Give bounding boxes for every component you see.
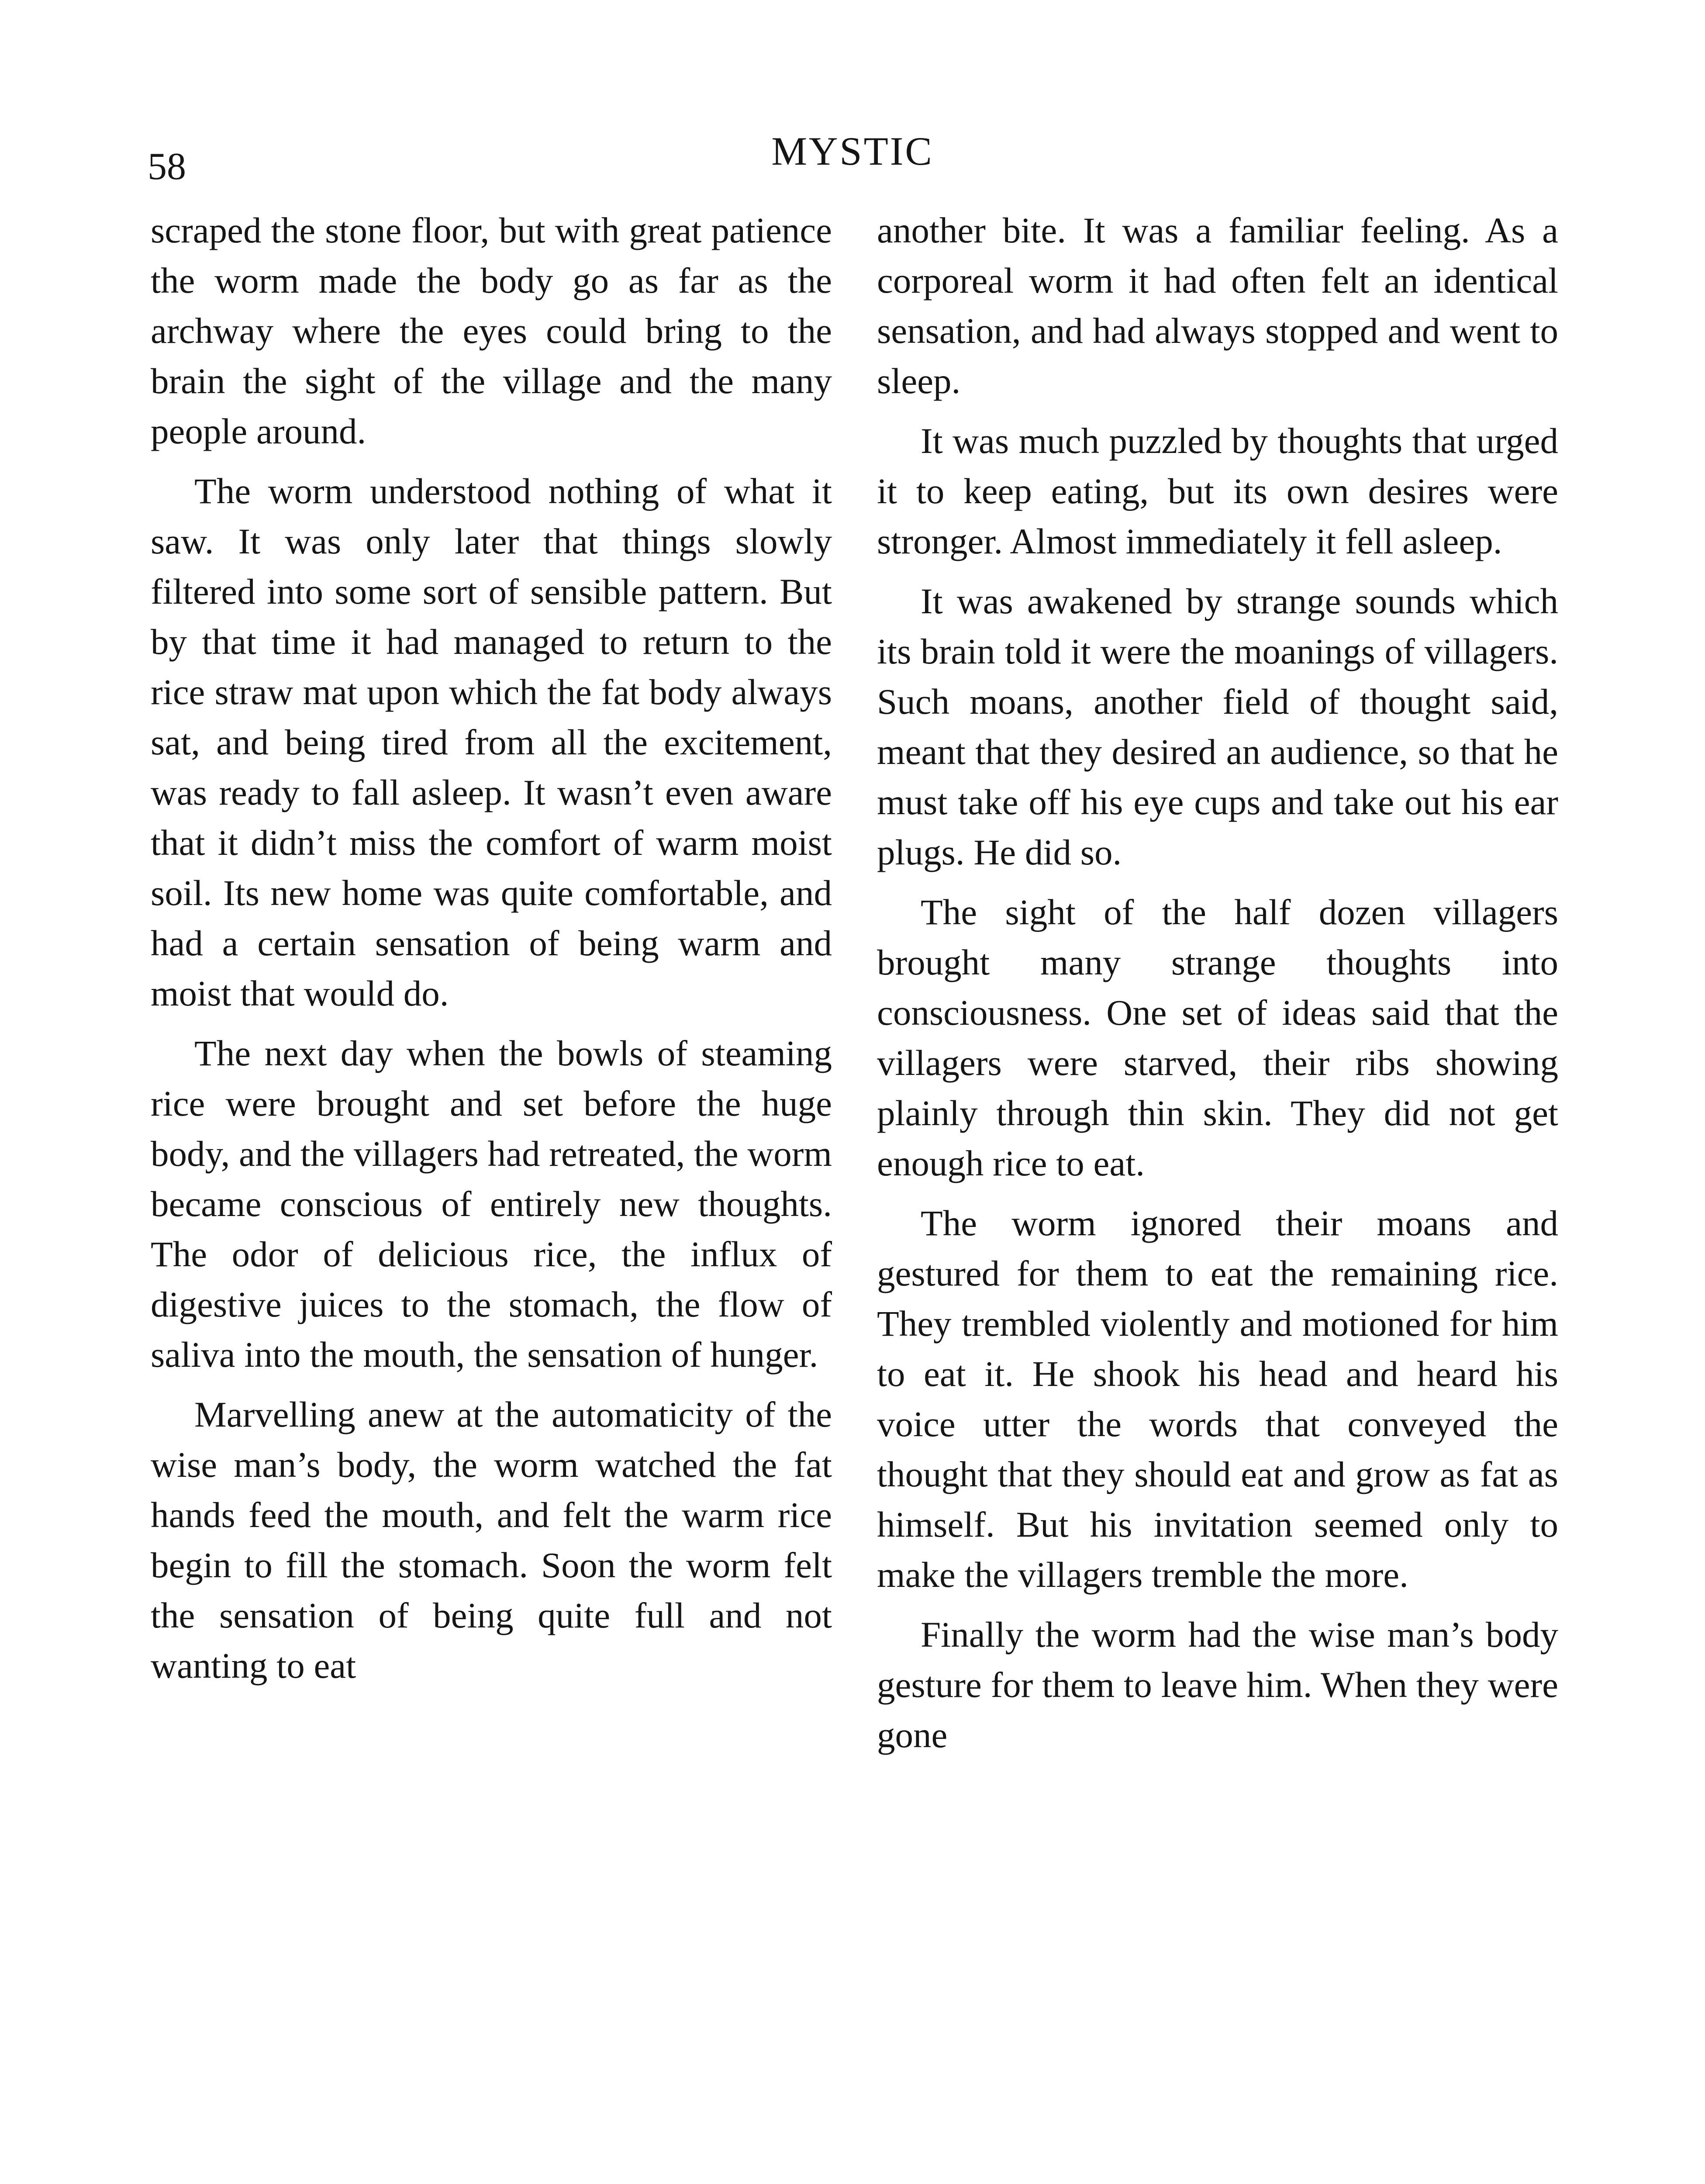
running-head: MYSTIC	[771, 129, 934, 173]
paragraph: Finally the worm had the wise man’s body gesture for them to leave him. When they were gone	[877, 1614, 1558, 1755]
paragraph: It was much puzzled by thoughts that urged it to keep eating, but its own desires were stronger. Almost immediately it fell asleep.	[877, 421, 1558, 561]
paragraph: Marvelling anew at the automaticity of the wise man’s body, the worm watched the fat hands feed the mouth, and felt the warm rice begin to fill the stomach. Soon the worm felt the sensation of being quite full and not wanting to eat	[151, 1394, 832, 1686]
page-number: 58	[148, 145, 186, 188]
right-column	[877, 205, 1558, 2162]
paragraph: It was awakened by strange sounds which its brain told it were the moanings of villagers. Such moans, another field of thought said, meant that they desired an audience, so that he must take off his eye cups and take out his ear plugs. He did so.	[877, 581, 1558, 872]
paragraph: another bite. It was a familiar feeling. As a corporeal worm it had often felt an identical sensation, and had always stopped and went to sleep.	[877, 210, 1558, 401]
paragraph: scraped the stone floor, but with great patience the worm made the body go as far as the archway where the eyes could bring to the brain the sight of the village and the many people around.	[151, 210, 832, 451]
paragraph: The sight of the half dozen villagers brought many strange thoughts into consciousness. One set of ideas said that the villagers were starved, their ribs showing plainly through thin skin. They did not get enough rice to eat.	[877, 892, 1558, 1183]
paragraph: The next day when the bowls of steaming rice were brought and set before the huge body, and the villagers had retreated, the worm became conscious of entirely new thoughts. The odor of delicious rice, the influx of digestive juices to the stomach, the flow of saliva into the mouth, the sensation of hunger.	[151, 1033, 832, 1375]
paragraph: The worm understood nothing of what it saw. It was only later that things slowly filtered into some sort of sensible pattern. But by that time it had managed to return to the rice straw mat upon which the fat body always sat, and being tired from all the excitement, was ready to fall asleep. It wasn’t even aware that it didn’t miss the comfort of warm moist soil. Its new home was quite comfortable, and had a certain sensation of being warm and moist that would do.	[151, 471, 832, 1013]
left-column	[151, 205, 832, 2162]
paragraph: The worm ignored their moans and gestured for them to eat the remaining rice. They trembled violently and motioned for him to eat it. He shook his head and heard his voice utter the words that conveyed the thought that they should eat and grow as fat as himself. But his invitation seemed only to make the villagers tremble the more.	[877, 1203, 1558, 1595]
